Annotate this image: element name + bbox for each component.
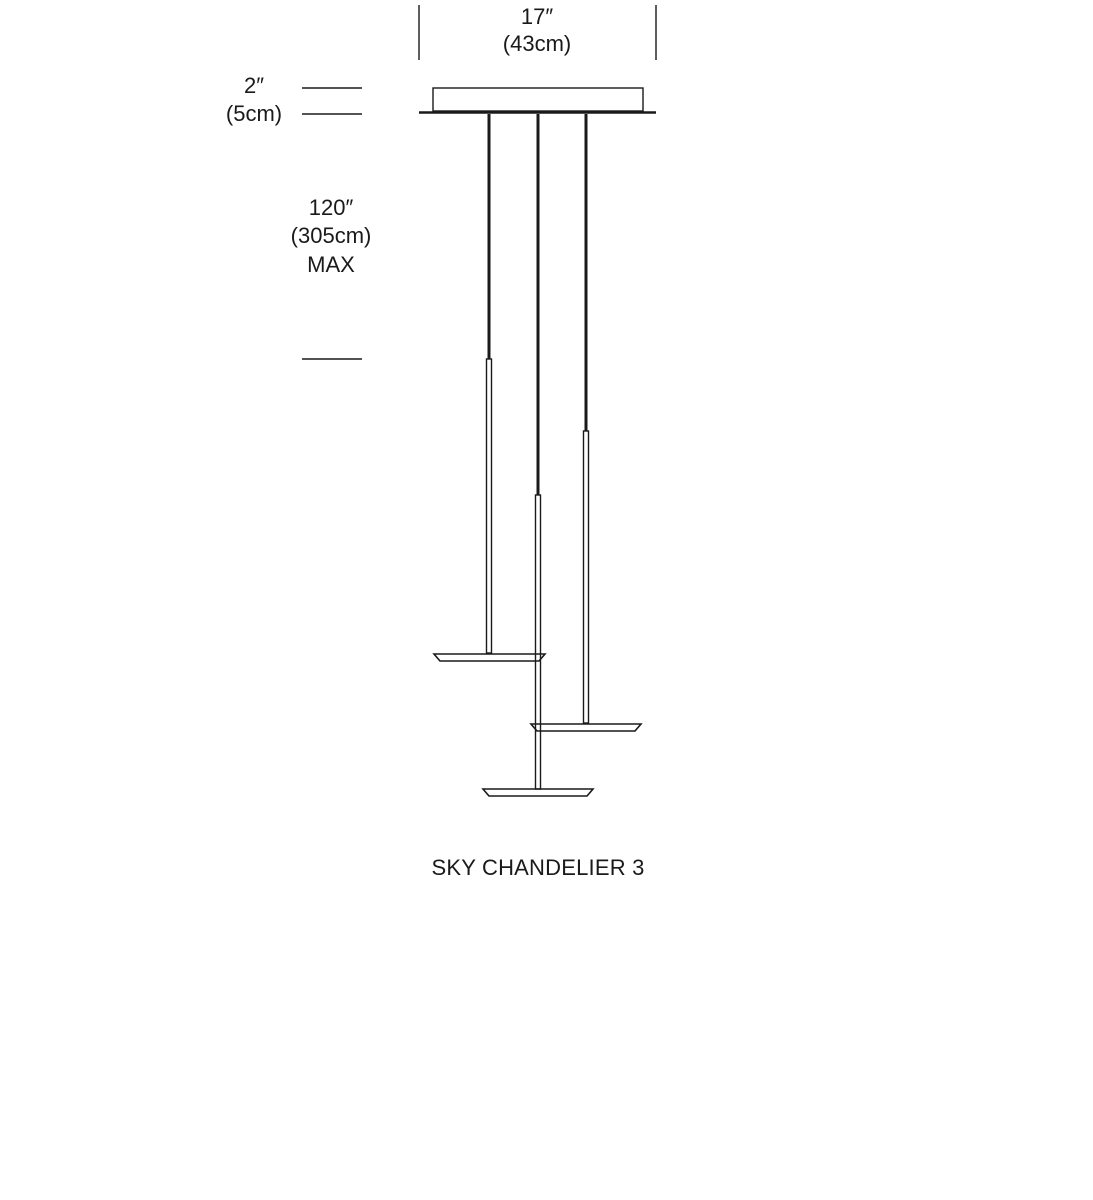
pendant-left [434, 114, 545, 661]
product-caption: SKY CHANDELIER 3 [431, 855, 645, 880]
canopy-height-imperial-label: 2″ [243, 73, 265, 98]
canopy-height-metric-label: (5cm) [225, 101, 283, 126]
pendant-right [531, 114, 641, 731]
drop-max-label: MAX [307, 252, 355, 277]
width-imperial-label: 17″ [520, 4, 554, 29]
canopy [433, 88, 643, 111]
pendant-center [483, 114, 593, 796]
width-metric-label: (43cm) [502, 31, 572, 56]
drop-imperial-label: 120″ [308, 195, 354, 220]
drop-metric-label: (305cm) [290, 223, 372, 248]
